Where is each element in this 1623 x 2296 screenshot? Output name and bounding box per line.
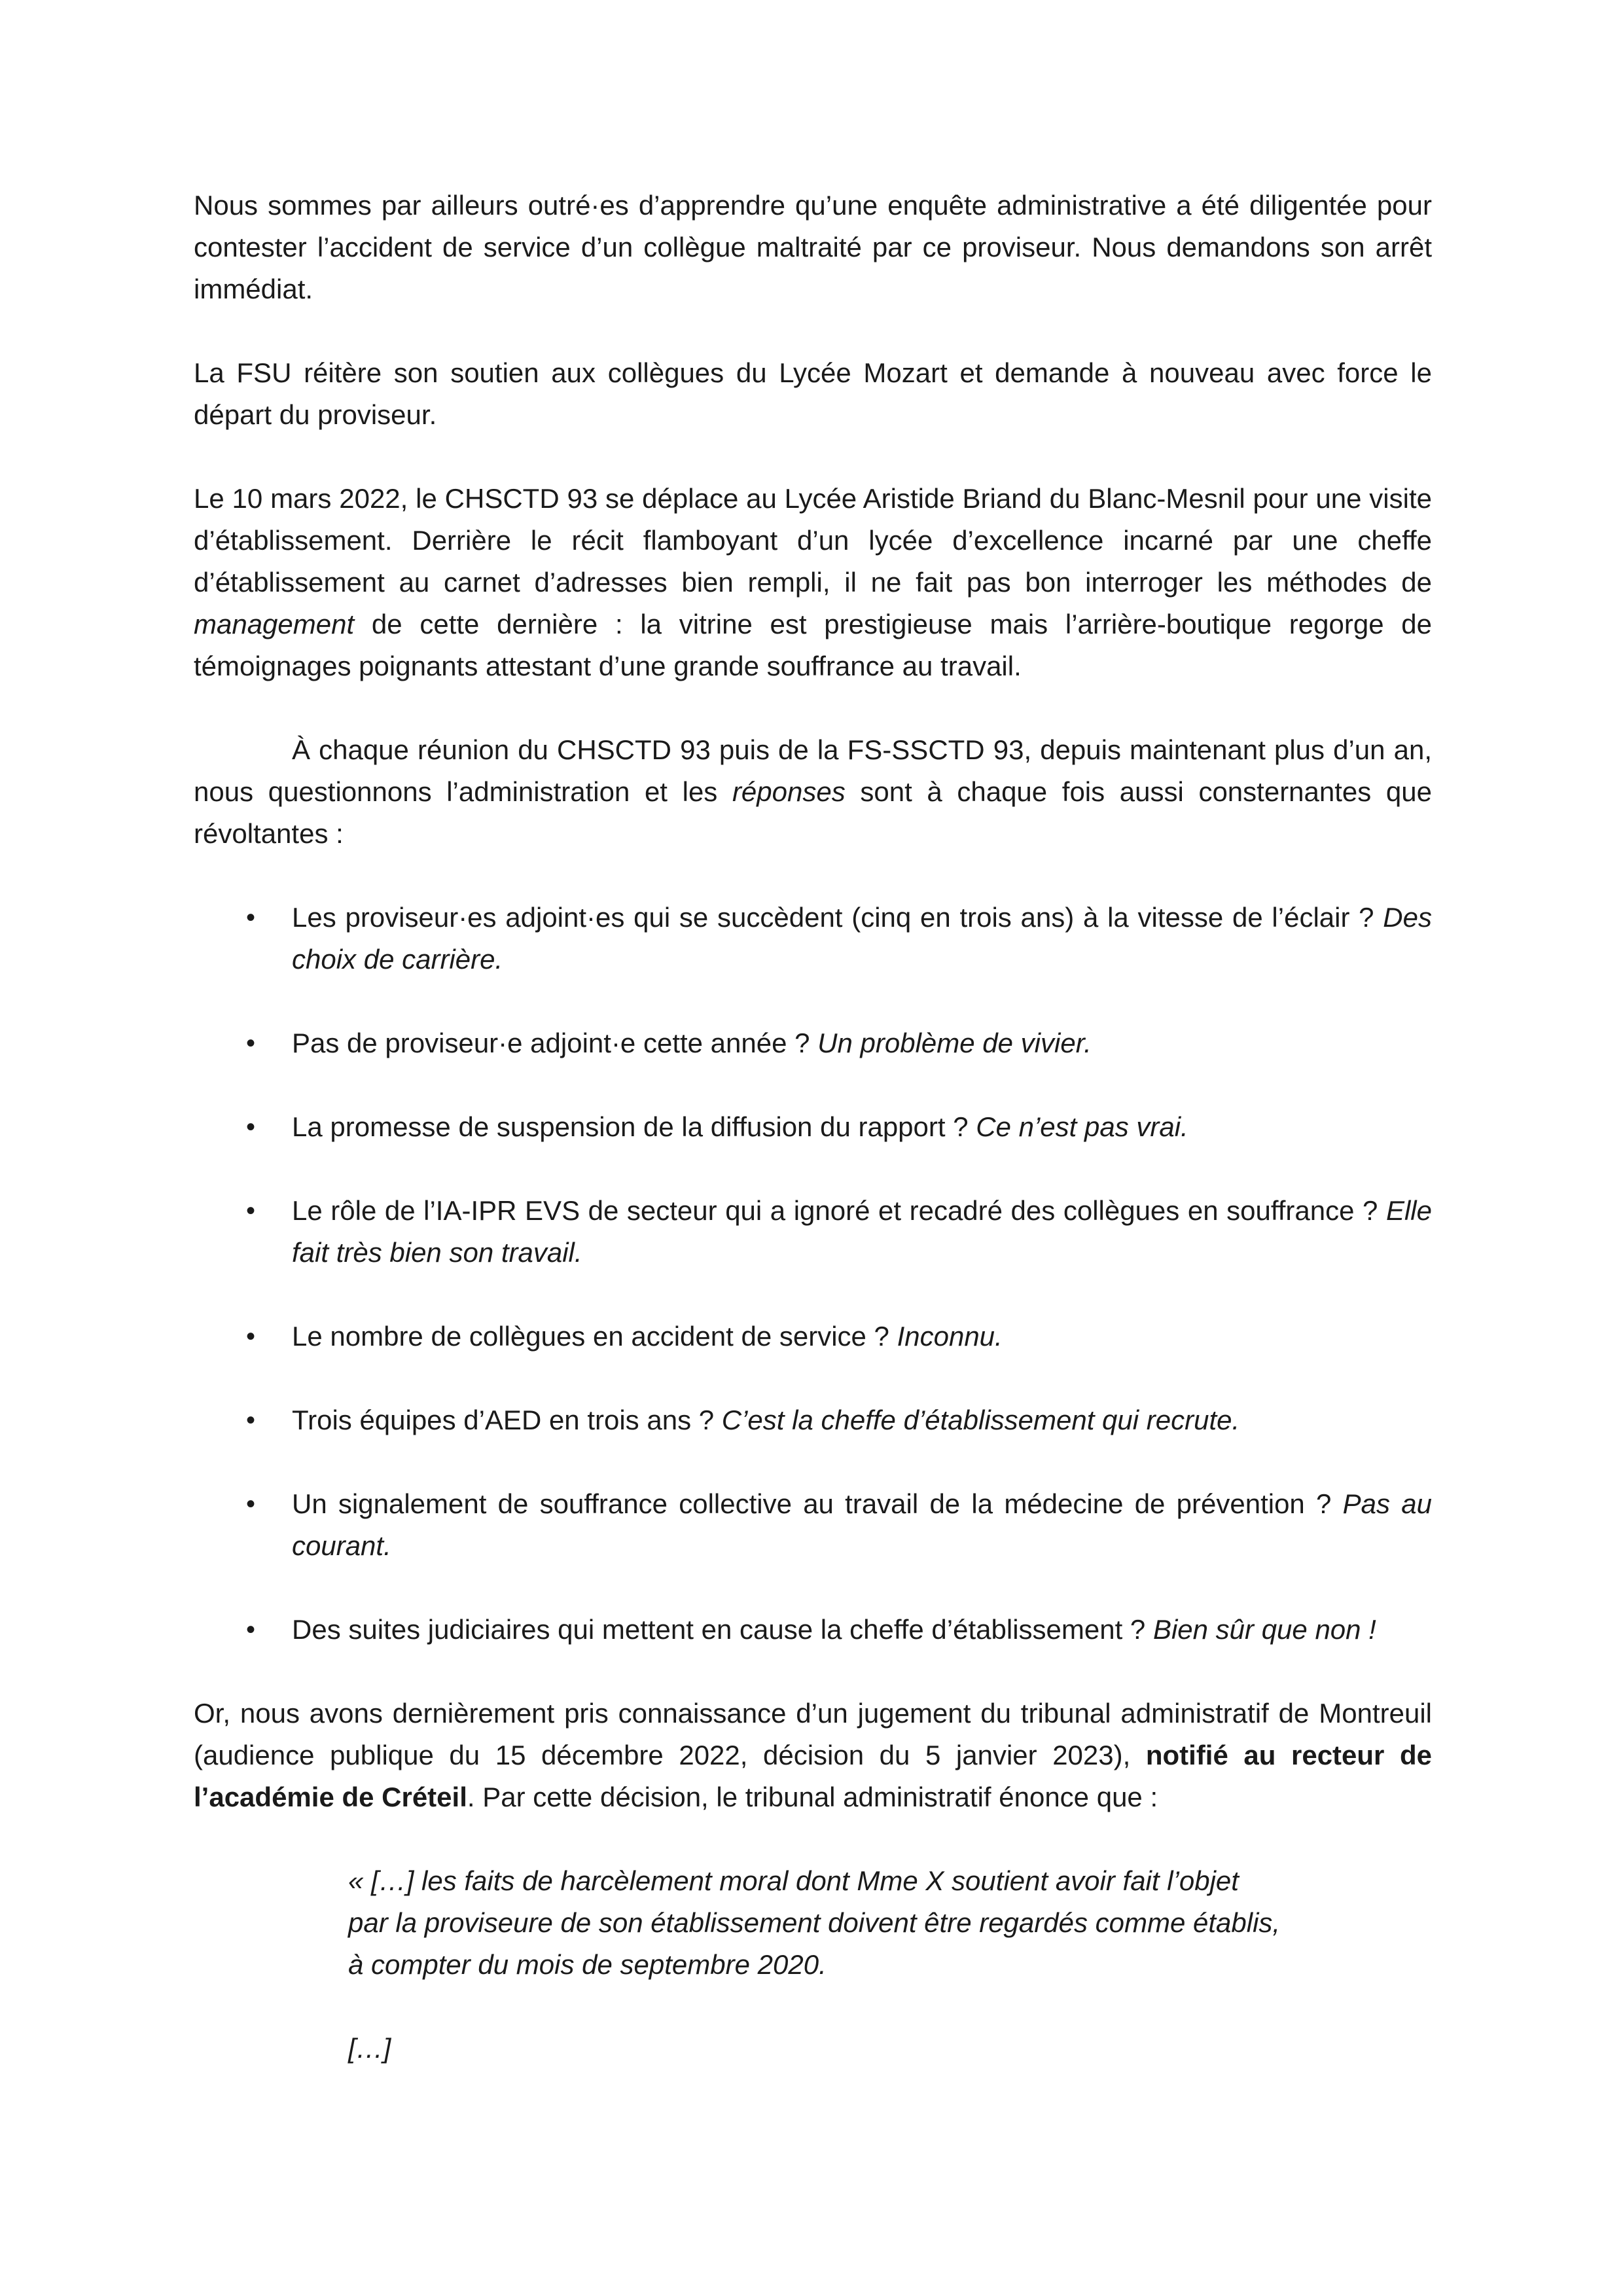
paragraph-text: Le 10 mars 2022, le CHSCTD 93 se déplace au Lycée Aristide Briand du Blanc-Mesnil pour une visite d’établissement. Derrière le récit flamboyant d’un lycée d’excellence incarné par une cheffe d’établissement au carnet d’adresses bien rempli, il ne fait pas bon interroger les méthodes de [194,483,1432,598]
quote-line: à compter du mois de septembre 2020. [348,1949,827,1980]
answer-text: C’est la cheffe d’établissement qui recrute. [721,1405,1240,1435]
paragraph-enquete: Nous sommes par ailleurs outré·es d’apprendre qu’une enquête administrative a été diligentée pour contester l’accident de service d’un collègue maltraité par ce proviseur. Nous demandons son arrêt immédiat. [194,190,1432,304]
paragraph-text: sont à chaque fois aussi consternantes que révoltantes : [194,776,1432,849]
document-body [194,185,1432,2070]
paragraph-text: de cette dernière : la vitrine est prestigieuse mais l’arrière-boutique regorge de témoignages poignants attestant d’une grande souffrance au travail. [194,609,1432,681]
bullet-icon: • [246,1113,256,1141]
answer-text: Pas au courant. [292,1488,1432,1561]
quote-line: par la proviseure de son établissement doivent être regardés comme établis, [348,1907,1281,1938]
questions-list [194,897,1432,1651]
bullet-icon: • [246,1406,256,1435]
emphasis-management: management [194,609,355,639]
paragraph-text: . Par cette décision, le tribunal administratif énonce que : [467,1782,1158,1812]
judgment-quote [348,1860,1291,2070]
bullet-icon: • [246,1196,256,1225]
answer-text: Bien sûr que non ! [1152,1614,1376,1645]
list-item [194,1483,1432,1567]
question-text: Trois équipes d’AED en trois ans ? [292,1405,722,1435]
quote-ellipsis: […] [348,2033,391,2064]
emphasis-recteur: notifié au recteur de l’académie de Créteil [194,1740,1432,1812]
paragraph-text: À chaque réunion du CHSCTD 93 puis de la FS-SSCTD 93, depuis maintenant plus d’un an, nous questionnons l’administration et les [194,734,1432,807]
paragraph-text: Or, nous avons dernièrement pris connaissance d’un jugement du tribunal administratif de Montreuil (audience publique du 15 décembre 2022, décision du 5 janvier 2023), [194,1698,1432,1770]
question-text: Le rôle de l’IA-IPR EVS de secteur qui a ignoré et recadré des collègues en souffrance ? [292,1195,1386,1226]
question-text: La promesse de suspension de la diffusion du rapport ? [292,1111,976,1142]
answer-text: Des choix de carrière. [292,902,1432,975]
paragraph-reunions [194,729,1432,855]
question-text: Le nombre de collègues en accident de service ? [292,1321,897,1352]
bullet-icon: • [246,1322,256,1351]
answer-text: Ce n’est pas vrai. [976,1111,1188,1142]
list-item [194,1609,1432,1651]
paragraph-fsu-soutien: La FSU réitère son soutien aux collègues du Lycée Mozart et demande à nouveau avec force le départ du proviseur. [194,357,1432,430]
answer-text: Un problème de vivier. [817,1028,1092,1058]
bullet-icon: • [246,903,256,932]
list-item [194,1106,1432,1148]
question-text: Les proviseur·es adjoint·es qui se succèdent (cinq en trois ans) à la vitesse de l’éclair ? [292,902,1383,933]
list-item [194,897,1432,980]
list-item [194,1022,1432,1064]
paragraph-visite-chsctd [194,478,1432,687]
emphasis-reponses: réponses [732,776,846,807]
list-item [194,1190,1432,1274]
list-item [194,1399,1432,1441]
paragraph-jugement [194,1693,1432,1818]
answer-text: Inconnu. [897,1321,1003,1352]
list-item [194,1316,1432,1357]
question-text: Pas de proviseur·e adjoint·e cette année ? [292,1028,818,1058]
bullet-icon: • [246,1029,256,1058]
answer-text: Elle fait très bien son travail. [292,1195,1432,1268]
quote-line: « […] les faits de harcèlement moral dont Mme X soutient avoir fait l’objet [348,1865,1239,1896]
question-text: Des suites judiciaires qui mettent en cause la cheffe d’établissement ? [292,1614,1153,1645]
bullet-icon: • [246,1615,256,1644]
bullet-icon: • [246,1490,256,1518]
question-text: Un signalement de souffrance collective au travail de la médecine de prévention ? [292,1488,1343,1519]
